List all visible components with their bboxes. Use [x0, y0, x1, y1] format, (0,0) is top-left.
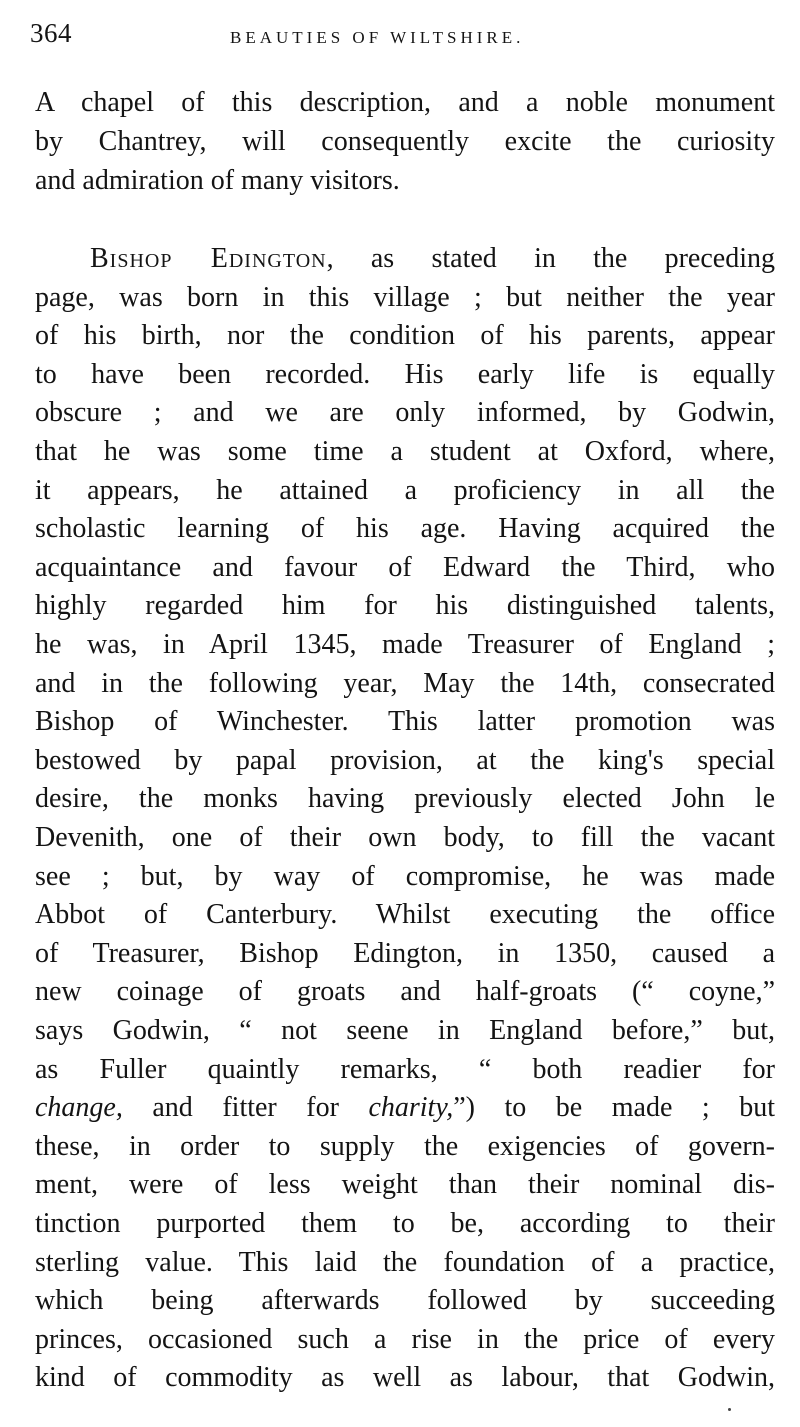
- text-line: it appears, he attained a proficiency in all the: [35, 475, 775, 506]
- text-line: scholastic learning of his age. Having acquired the: [35, 513, 775, 544]
- text-line: Bishop of Winchester. This latter promotion was: [35, 706, 775, 737]
- text-line: acquaintance and favour of Edward the Third, who: [35, 552, 775, 583]
- text-line: of his birth, nor the condition of his parents, appear: [35, 320, 775, 351]
- text-line: ment, were of less weight than their nominal dis-: [35, 1169, 775, 1200]
- text-line: sterling value. This laid the foundation of a practice,: [35, 1247, 775, 1278]
- italic-change: change,: [35, 1092, 123, 1123]
- page-number: 364: [30, 18, 72, 48]
- text-line: he was, in April 1345, made Treasurer of England ;: [35, 629, 775, 660]
- bishop-name: Bishop Edington: [90, 243, 327, 274]
- text-line: princes, occasioned such a rise in the price of every: [35, 1324, 775, 1355]
- text-line: bestowed by papal provision, at the king's special: [35, 745, 775, 776]
- text-line: which being afterwards followed by succeeding: [35, 1285, 775, 1316]
- text-line: Bishop Edington, as stated in the preceding: [90, 243, 775, 274]
- text-line: and admiration of many visitors.: [35, 165, 400, 196]
- text-line: A chapel of this description, and a noble monument: [35, 87, 775, 118]
- running-head: BEAUTIES OF WILTSHIRE.: [230, 28, 525, 47]
- text-line: obscure ; and we are only informed, by Godwin,: [35, 397, 775, 428]
- text-line: these, in order to supply the exigencies of govern-: [35, 1131, 775, 1162]
- text-line: desire, the monks having previously elected John le: [35, 783, 775, 814]
- text-line: to have been recorded. His early life is equally: [35, 359, 775, 390]
- text-line: page, was born in this village ; but neither the year: [35, 282, 775, 313]
- text-line: tinction purported them to be, according to their: [35, 1208, 775, 1239]
- ink-speck: [728, 1408, 731, 1411]
- italic-charity: charity,: [368, 1092, 454, 1123]
- text-line: of Treasurer, Bishop Edington, in 1350, caused a: [35, 938, 775, 969]
- text-line: change, and fitter for charity,”) to be made ; but: [35, 1092, 775, 1123]
- text-line: that he was some time a student at Oxford, where,: [35, 436, 775, 467]
- text-line: Abbot of Canterbury. Whilst executing the office: [35, 899, 775, 930]
- text-line: highly regarded him for his distinguished talents,: [35, 590, 775, 621]
- text-line: and in the following year, May the 14th, consecrated: [35, 668, 775, 699]
- text-line: see ; but, by way of compromise, he was made: [35, 861, 775, 892]
- page-header: [30, 18, 770, 58]
- text-line: by Chantrey, will consequently excite the curiosity: [35, 126, 775, 157]
- text-line: kind of commodity as well as labour, that Godwin,: [35, 1362, 775, 1393]
- text-line: new coinage of groats and half-groats (“ coyne,”: [35, 976, 775, 1007]
- text-line: Devenith, one of their own body, to fill the vacant: [35, 822, 775, 853]
- text-line: as Fuller quaintly remarks, “ both readier for: [35, 1054, 775, 1085]
- text-line: says Godwin, “ not seene in England before,” but,: [35, 1015, 775, 1046]
